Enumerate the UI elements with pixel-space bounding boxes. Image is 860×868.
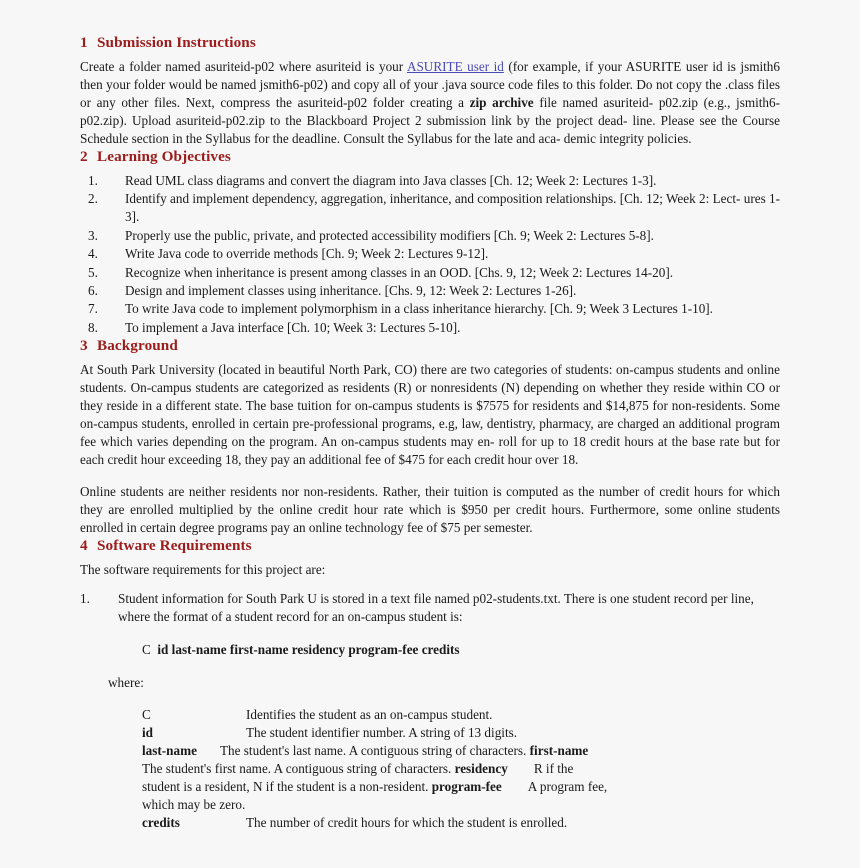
list-item [80, 590, 780, 626]
list-item-text: Read UML class diagrams and convert the diagram into Java classes [Ch. 12; Week 2: Lectures 1-3]. [125, 173, 657, 188]
submission-text-part2: (for example, if your ASURITE user id is jsmith6 then your folder would be named jsmith6-p02) and copy all of your .java source code files to this folder. Do not copy the .class files or any other files. Next, compress the asuriteid-p02 folder creating a [80, 59, 780, 111]
definition-description: The student identifier number. A string of 13 digits. [246, 725, 518, 741]
list-marker: 1. [88, 173, 98, 188]
document-content [80, 34, 780, 832]
section-heading-learning-objectives [80, 148, 780, 166]
learning-objectives-list [80, 172, 780, 337]
paragraph-requirements-intro: The software requirements for this project are: [80, 561, 326, 577]
record-format-fields: id last-name first-name residency program-fee credits [157, 641, 460, 657]
definition-term: C [142, 707, 151, 723]
definition-description: The number of credit hours for which the student is enrolled. [246, 814, 568, 830]
list-item [80, 190, 780, 226]
submission-text-part3: file named asuriteid- p02.zip (e.g., jsmith6-p02.zip). Upload asuriteid-p02.zip to the Blackboard Project 2 submission link by the project dead- line. Please see the Course Schedule section in the Syllabus for the deadline. Consult the Syllabus for the late and aca- demic integrity policies. [80, 95, 781, 146]
list-item [80, 282, 780, 300]
where-label: where: [108, 675, 144, 691]
section-heading-background [80, 337, 780, 355]
record-format-line [80, 641, 780, 659]
list-marker: 7. [88, 301, 98, 317]
list-item-text: Properly use the public, private, and protected accessibility modifiers [Ch. 9; Week 2: Lectures 5-8]. [125, 227, 654, 243]
list-marker: 2. [88, 191, 98, 207]
definition-term: id [142, 725, 153, 741]
list-item-text: Student information for South Park U is stored in a text file named p02-students.txt. There is one student record per line, where the format of a student record for an on-campus student is: [118, 590, 754, 624]
section-title: Submission Instructions [97, 34, 256, 51]
definition-inline-term: first-name [529, 743, 589, 759]
definition-inline-term: program-fee [431, 778, 502, 794]
list-item [80, 319, 780, 337]
definition-row [142, 742, 780, 760]
section-title: Learning Objectives [97, 147, 231, 165]
section-heading-submission-instructions [80, 34, 780, 52]
definition-description: student is a resident, N if the student is a non-resident. [142, 778, 432, 794]
paragraph-submission-instructions [80, 58, 780, 148]
section-number: 3 [80, 337, 88, 355]
definition-row [142, 724, 780, 742]
definition-row [142, 814, 780, 832]
list-item-text: To implement a Java interface [Ch. 10; Week 3: Lectures 5-10]. [125, 319, 461, 335]
definition-row [142, 778, 780, 796]
list-marker: 4. [88, 246, 98, 262]
paragraph-background-oncampus: At South Park University (located in beautiful North Park, CO) there are two categories of students: on-campus students and online students. On-campus students are categorized as residents (R) or nonresidents (N) depending on whether they reside within CO or they reside in a different state. The base tuition for on-campus students is $7575 for residents and $14,875 for non-residents. Some on-campus students, enrolled in certain pre-professional programs, e.g, law, dentistry, pharmacy, are charged an additional program fee which varies depending on the program. An on-campus students may en- roll for up to 18 credit hours at the base rate but for each credit hour exceeding 18, they pay an additional fee of $475 for each credit hour over 18. [80, 362, 780, 467]
submission-text-part1: Create a folder named asuriteid-p02 where asuriteid is your [80, 59, 407, 75]
list-item-text: Recognize when inheritance is present among classes in an OOD. [Chs. 9, 12; Week 2: Lectures 14-20]. [125, 264, 674, 280]
field-definitions-list [80, 706, 780, 831]
definition-term: last-name [142, 743, 197, 759]
definition-description-tail: R if the [533, 761, 574, 777]
definition-term: credits [142, 814, 180, 830]
definition-description: The student's last name. A contiguous string of characters. [220, 743, 530, 759]
list-marker: 1. [80, 590, 90, 606]
asurite-user-id-link[interactable]: ASURITE user id [406, 59, 504, 75]
definition-description: Identifies the student as an on-campus student. [246, 707, 493, 723]
section-number: 2 [80, 147, 88, 165]
section-heading-software-requirements [80, 537, 780, 555]
record-format-type-char: C [142, 641, 151, 657]
section-title: Software Requirements [97, 536, 252, 554]
list-item [80, 300, 780, 318]
list-item [80, 264, 780, 282]
definition-row [142, 760, 780, 778]
list-item-text: Write Java code to override methods [Ch. 9; Week 2: Lectures 9-12]. [125, 246, 489, 262]
list-item [80, 227, 780, 245]
list-item [80, 245, 780, 263]
definition-description: which may be zero. [142, 796, 246, 812]
list-item-text: To write Java code to implement polymorphism in a class inheritance hierarchy. [Ch. 9; Week 3 Lectures 1-10]. [125, 301, 713, 317]
definition-description: The student's first name. A contiguous string of characters. [142, 761, 455, 777]
zip-archive-emphasis: zip archive [469, 95, 534, 111]
list-item-text: Identify and implement dependency, aggregation, inheritance, and composition relationships. [Ch. 12; Week 2: Lect- ures 1-3]. [125, 191, 780, 225]
section-number: 1 [80, 34, 88, 51]
section-title: Background [97, 337, 178, 355]
list-marker: 5. [88, 264, 98, 280]
list-item-text: Design and implement classes using inheritance. [Chs. 9, 12: Week 2: Lectures 1-26]. [125, 282, 577, 298]
definition-description-tail: A program fee, [527, 778, 608, 794]
paragraph-background-online: Online students are neither residents nor non-residents. Rather, their tuition is computed as the number of credit hours for which they are enrolled multiplied by the online credit hour rate which is $950 per credit hours. Furthermore, some online students enrolled in certain degree programs pay an online technology fee of $75 per semester. [80, 483, 780, 535]
definition-row [142, 796, 780, 814]
list-marker: 6. [88, 282, 98, 298]
definition-inline-term: residency [454, 761, 508, 777]
section-number: 4 [80, 536, 88, 554]
definition-row [142, 706, 780, 724]
list-marker: 8. [88, 319, 98, 335]
list-item [80, 172, 780, 190]
software-requirements-list [80, 590, 780, 626]
list-marker: 3. [88, 227, 98, 243]
